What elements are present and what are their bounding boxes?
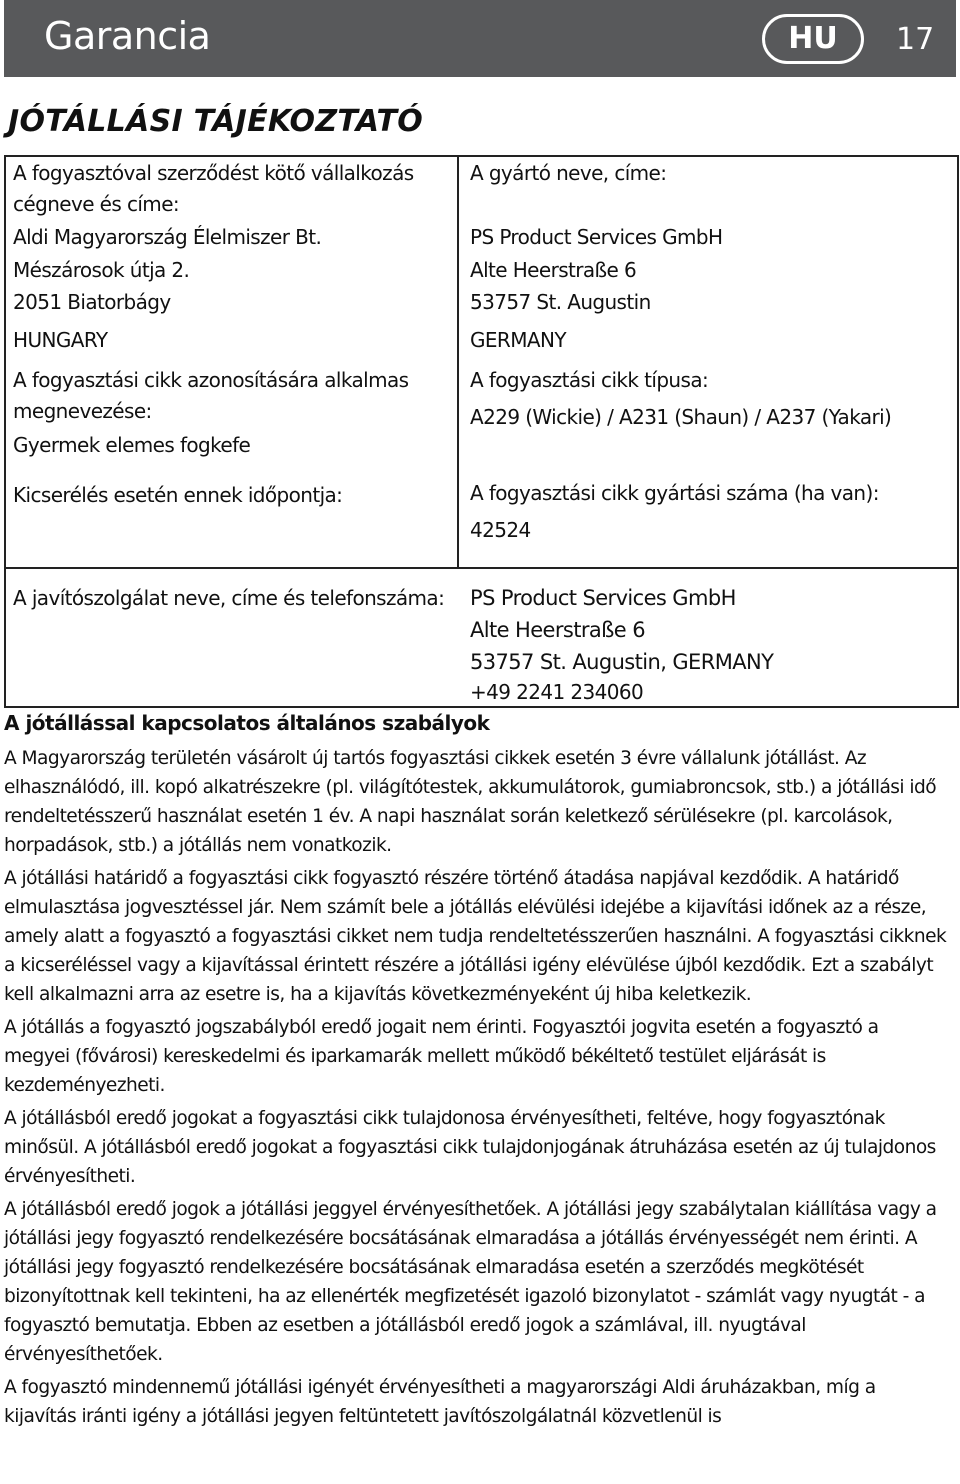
- service-street: Alte Heerstraße 6: [470, 618, 645, 642]
- product-type-label: A fogyasztási cikk típusa:: [470, 368, 709, 392]
- seller-country: HUNGARY: [13, 328, 108, 352]
- service-phone: +49 2241 234060: [470, 680, 644, 704]
- manufacturer-street: Alte Heerstraße 6: [470, 258, 637, 282]
- replacement-date-label: Kicserélés esetén ennek időpontja:: [13, 483, 343, 507]
- seller-label-line1: A fogyasztóval szerződést kötő vállalkozás: [13, 161, 414, 185]
- service-name: PS Product Services GmbH: [470, 586, 736, 610]
- rules-paragraph-6: A fogyasztó mindennemű jótállási igényét érvényesítheti a magyarországi Aldi áruházakban, míg a kijavítás iránti igény a jótállási jegyen feltüntetett javítószolgálatnál közvetlenül is: [4, 1377, 876, 1427]
- rules-title: A jótállással kapcsolatos általános szabályok: [4, 711, 490, 735]
- manufacturer-name: PS Product Services GmbH: [470, 225, 723, 249]
- page-number: 17: [896, 22, 935, 57]
- service-label: A javítószolgálat neve, címe és telefonszáma:: [13, 586, 445, 610]
- header-bar: [4, 0, 956, 77]
- seller-city: 2051 Biatorbágy: [13, 290, 171, 314]
- seller-street: Mészárosok útja 2.: [13, 258, 190, 282]
- rules-paragraph-1: A Magyarország területén vásárolt új tartós fogyasztási cikkek esetén 3 évre vállalunk jótállást. Az elhasználódó, ill. kopó alkatrészekre (pl. világítótestek, akkumulátorok, gumiabroncsok, stb.) a jótállási idő rendeltetésszerű használat esetén 1 év. A napi használat során keletkező sérülésekre (pl. karcolások, horpadások, stb.) a jótállás nem vonatkozik.: [4, 748, 937, 856]
- seller-name: Aldi Magyarország Élelmiszer Bt.: [13, 225, 322, 249]
- column-divider: [457, 155, 459, 569]
- rules-paragraph-3: A jótállás a fogyasztó jogszabályból eredő jogait nem érinti. Fogyasztói jogvita esetén a fogyasztó a megyei (fővárosi) kereskedelmi és iparkamarák mellett működő békéltető testület eljárását is kezdeményezheti.: [4, 1017, 879, 1096]
- page-section-title: Garancia: [44, 14, 211, 58]
- manufacturer-city: 53757 St. Augustin: [470, 290, 651, 314]
- rules-body: [4, 744, 948, 1435]
- seller-label-line2: cégneve és címe:: [13, 192, 180, 216]
- manufacturer-label: A gyártó neve, címe:: [470, 161, 667, 185]
- product-type-value: A229 (Wickie) / A231 (Shaun) / A237 (Yakari): [470, 405, 892, 429]
- document-title: JÓTÁLLÁSI TÁJÉKOZTATÓ: [8, 104, 424, 139]
- product-name: Gyermek elemes fogkefe: [13, 433, 251, 457]
- serial-number-label: A fogyasztási cikk gyártási száma (ha van):: [470, 481, 879, 505]
- rules-paragraph-2: A jótállási határidő a fogyasztási cikk fogyasztó részére történő átadása napjával kezdődik. A határidő elmulasztása jogvesztéssel jár. Nem számít bele a jótállás elévülési idejébe a kijavítási időnek az a része, amely alatt a fogyasztó a fogyasztási cikket nem tudja rendeltetésszerűen használni. A fogyasztási cikknek a kicseréléssel vagy a kijavítással érintett részére a jótállási igény elévülése újból kezdődik. Ezt a szabályt kell alkalmazni arra az esetre is, ha a kijavítás következményeként új hiba keletkezik.: [4, 868, 947, 1005]
- product-name-label-line2: megnevezése:: [13, 399, 152, 423]
- manufacturer-country: GERMANY: [470, 328, 566, 352]
- service-city: 53757 St. Augustin, GERMANY: [470, 650, 774, 674]
- language-badge: HU: [762, 14, 864, 64]
- rules-paragraph-5: A jótállásból eredő jogok a jótállási jeggyel érvényesíthetőek. A jótállási jegy szabálytalan kiállítása vagy a jótállási jegy fogyasztó rendelkezésére bocsátásának elmaradása a jótállás érvényességét nem érinti. A jótállási jegy fogyasztó rendelkezésére bocsátásának elmaradása esetén a szerződés megkötését bizonyítottnak kell tekinteni, ha az ellenérték megfizetését igazoló bizonylatot - számlát vagy nyugtát - a fogyasztó bemutatja. Ebben az esetben a jótállásból eredő jogok a számlával, ill. nyugtával érvényesíthetőek.: [4, 1199, 937, 1365]
- serial-number-value: 42524: [470, 518, 531, 542]
- product-name-label-line1: A fogyasztási cikk azonosítására alkalmas: [13, 368, 409, 392]
- rules-paragraph-4: A jótállásból eredő jogokat a fogyasztási cikk tulajdonosa érvényesítheti, feltéve, hogy fogyasztónak minősül. A jótállásból eredő jogokat a fogyasztási cikk tulajdonjogának átruházása esetén az új tulajdonos érvényesítheti.: [4, 1108, 936, 1187]
